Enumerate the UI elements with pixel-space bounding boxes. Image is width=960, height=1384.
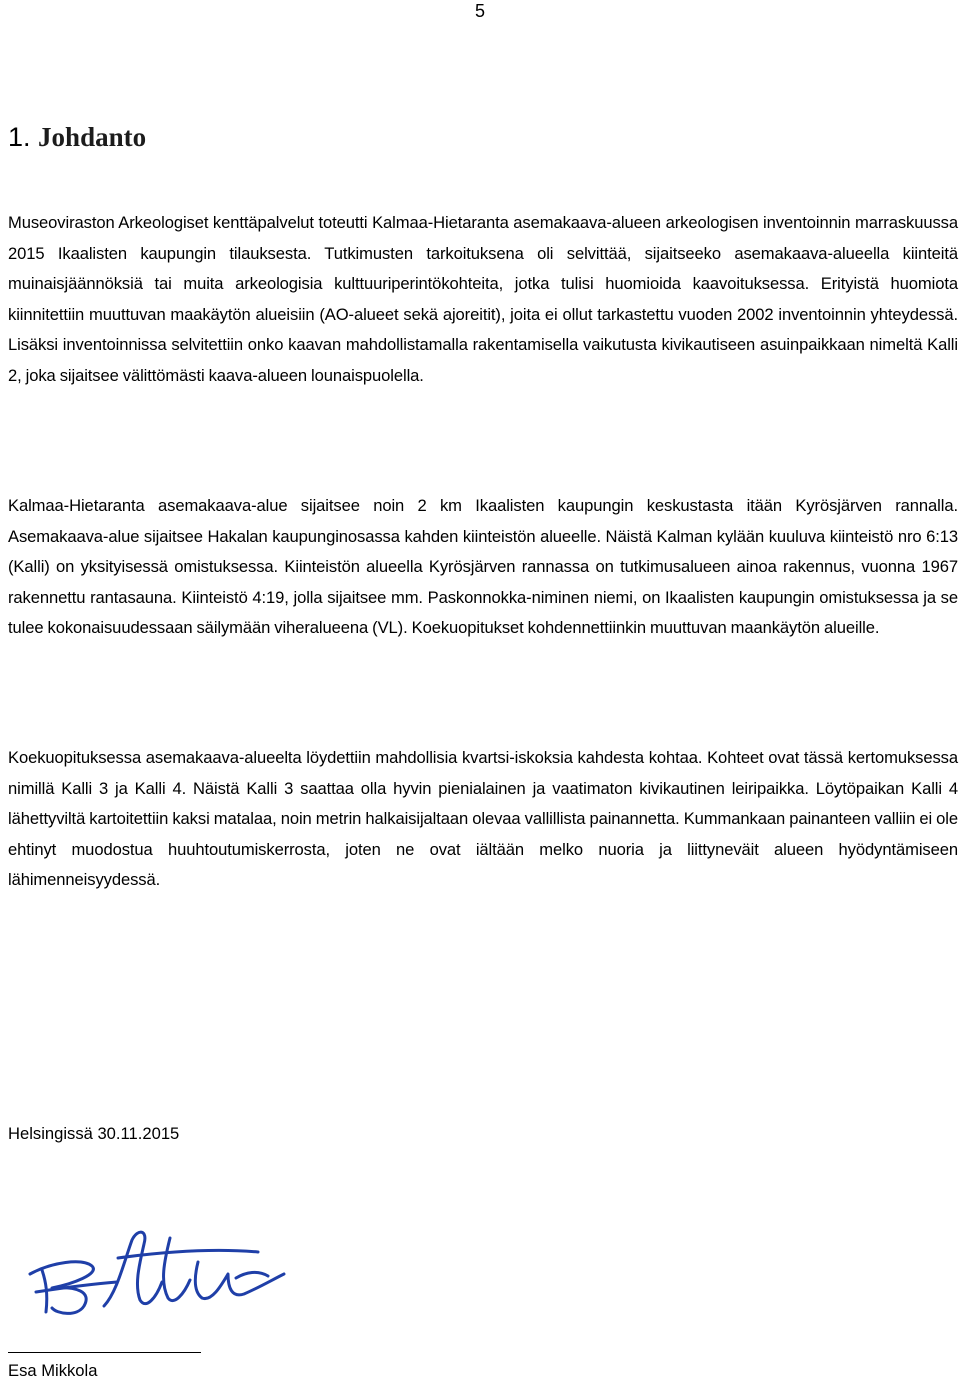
handwritten-signature [22, 1222, 302, 1322]
page-number: 5 [474, 1, 485, 21]
paragraph-location: Kalmaa-Hietaranta asemakaava-alue sijaitsee noin 2 km Ikaalisten kaupungin keskustasta itään Kyrösjärven rannalla. Asemakaava-alue sijaitsee Hakalan kaupunginosassa kahden kiinteistön alueelle. Näistä Kalman kylään kuuluva kiinteistö nro 6:13 (Kalli) on yksityisessä omistuksessa. Kiinteistön alueella Kyrösjärven rannassa on tutkimusalueen ainoa rakennus, vuonna 1967 rakennettu rantasauna. Kiinteistö 4:19, jolla sijaitsee mm. Paskonnokka-niminen niemi, on Ikaalisten kaupungin omistuksessa ja se tulee kokonaisuudessaan säilymään viheralueena (VL). Koekuopitukset kohdennettiinkin muuttuvan maankäytön alueille. [8, 496, 958, 637]
signer-name: Esa Mikkola [8, 1361, 98, 1380]
signature-line [8, 1352, 201, 1353]
place-and-date: Helsingissä 30.11.2015 [8, 1124, 180, 1143]
section-number: 1. [8, 122, 31, 152]
section-title: Johdanto [38, 122, 147, 152]
paragraph-findings: Koekuopituksessa asemakaava-alueelta löydettiin mahdollisia kvartsi-iskoksia kahdesta kohtaa. Kohteet ovat tässä kertomuksessa nimillä Kalli 3 ja Kalli 4. Näistä Kalli 3 saattaa olla hyvin pienialainen ja vaatimaton kivikautinen leiripaikka. Löytöpaikan Kalli 4 lähettyviltä kartoitettiin kaksi matalaa, noin metrin halkaisijaltaan olevaa vallillista painannetta. Kummankaan painanteen valliin ei ole ehtinyt muodostua huuhtoutumiskerrosta, joten ne ovat iältään melko nuoria ja liittyneväit alueen hyödyntämiseen lähimenneisyydessä. [8, 748, 958, 889]
signature-strokes [30, 1232, 284, 1313]
paragraph-introduction: Museoviraston Arkeologiset kenttäpalvelut toteutti Kalmaa-Hietaranta asemakaava-alueen arkeologisen inventoinnin marraskuussa 2015 Ikaalisten kaupungin tilauksesta. Tutkimusten tarkoituksena oli selvittää, sijaitseeko asemakaava-alueella kiinteitä muinaisjäännöksiä tai muita arkeologisia kulttuuriperintökohteita, jotka tulisi huomioida kaavoituksessa. Erityistä huomiota kiinnitettiin muuttuvan maakäytön alueisiin (AO-alueet sekä ajoreitit), joita ei ollut tarkastettu vuoden 2002 inventoinnin yhteydessä. Lisäksi inventoinnissa selvitettiin onko kaavan mahdollistamalla rakentamisella vaikutusta kivikautiseen asuinpaikkaan nimeltä Kalli 2, joka sijaitsee välittömästi kaava-alueen lounaispuolella. [8, 213, 958, 385]
section-heading [8, 120, 146, 154]
